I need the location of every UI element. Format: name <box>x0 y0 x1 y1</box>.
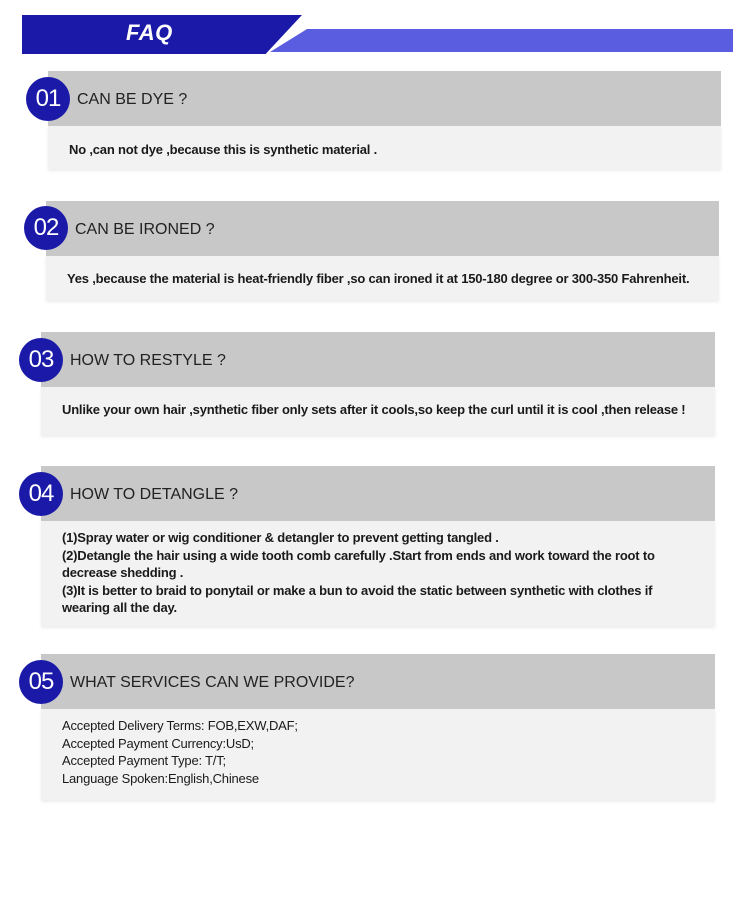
faq-answer-line: Accepted Payment Currency:UsD; <box>62 735 254 751</box>
faq-answer-line: Unlike your own hair ,synthetic fiber only sets after it cools,so keep the curl until it is cool ,then release ! <box>62 402 686 417</box>
faq-answer-line: wearing all the day. <box>62 600 177 615</box>
faq-number-badge: 02 <box>24 206 68 250</box>
faq-answer <box>62 717 298 787</box>
faq-answer <box>62 401 685 419</box>
faq-answer-line: Accepted Payment Type: T/T; <box>62 753 226 768</box>
faq-header-accent-bar <box>270 29 733 52</box>
faq-question: HOW TO RESTYLE ? <box>70 352 226 369</box>
faq-answer <box>69 141 377 159</box>
faq-item-03 <box>41 332 715 435</box>
faq-answer-line: (2)Detangle the hair using a wide tooth comb carefully .Start from ends and work toward the root to <box>62 547 655 563</box>
faq-answer <box>62 529 655 617</box>
faq-number-badge: 04 <box>19 472 63 516</box>
faq-answer-line: (3)It is better to braid to ponytail or make a bun to avoid the static between synthetic with clothes if <box>62 582 653 598</box>
faq-title: FAQ <box>126 20 173 45</box>
faq-number-badge: 05 <box>19 660 63 704</box>
faq-number-badge: 01 <box>26 77 70 121</box>
faq-question: CAN BE IRONED ? <box>75 221 215 238</box>
faq-answer-line: (1)Spray water or wig conditioner & detangler to prevent getting tangled . <box>62 530 499 545</box>
faq-answer-line: Accepted Delivery Terms: FOB,EXW,DAF; <box>62 718 298 733</box>
faq-answer <box>67 270 689 288</box>
faq-answer-line: decrease shedding . <box>62 565 184 580</box>
faq-question: HOW TO DETANGLE ? <box>70 486 239 503</box>
faq-number-badge: 03 <box>19 338 63 382</box>
faq-answer-line: No ,can not dye ,because this is synthetic material . <box>69 142 378 157</box>
faq-question: CAN BE DYE ? <box>77 91 188 108</box>
faq-answer-line: Language Spoken:English,Chinese <box>62 770 259 786</box>
faq-answer-line: Yes ,because the material is heat-friendly fiber ,so can ironed it at 150-180 degree or 300-350 Fahrenheit. <box>67 271 690 286</box>
faq-question: WHAT SERVICES CAN WE PROVIDE? <box>70 674 355 691</box>
